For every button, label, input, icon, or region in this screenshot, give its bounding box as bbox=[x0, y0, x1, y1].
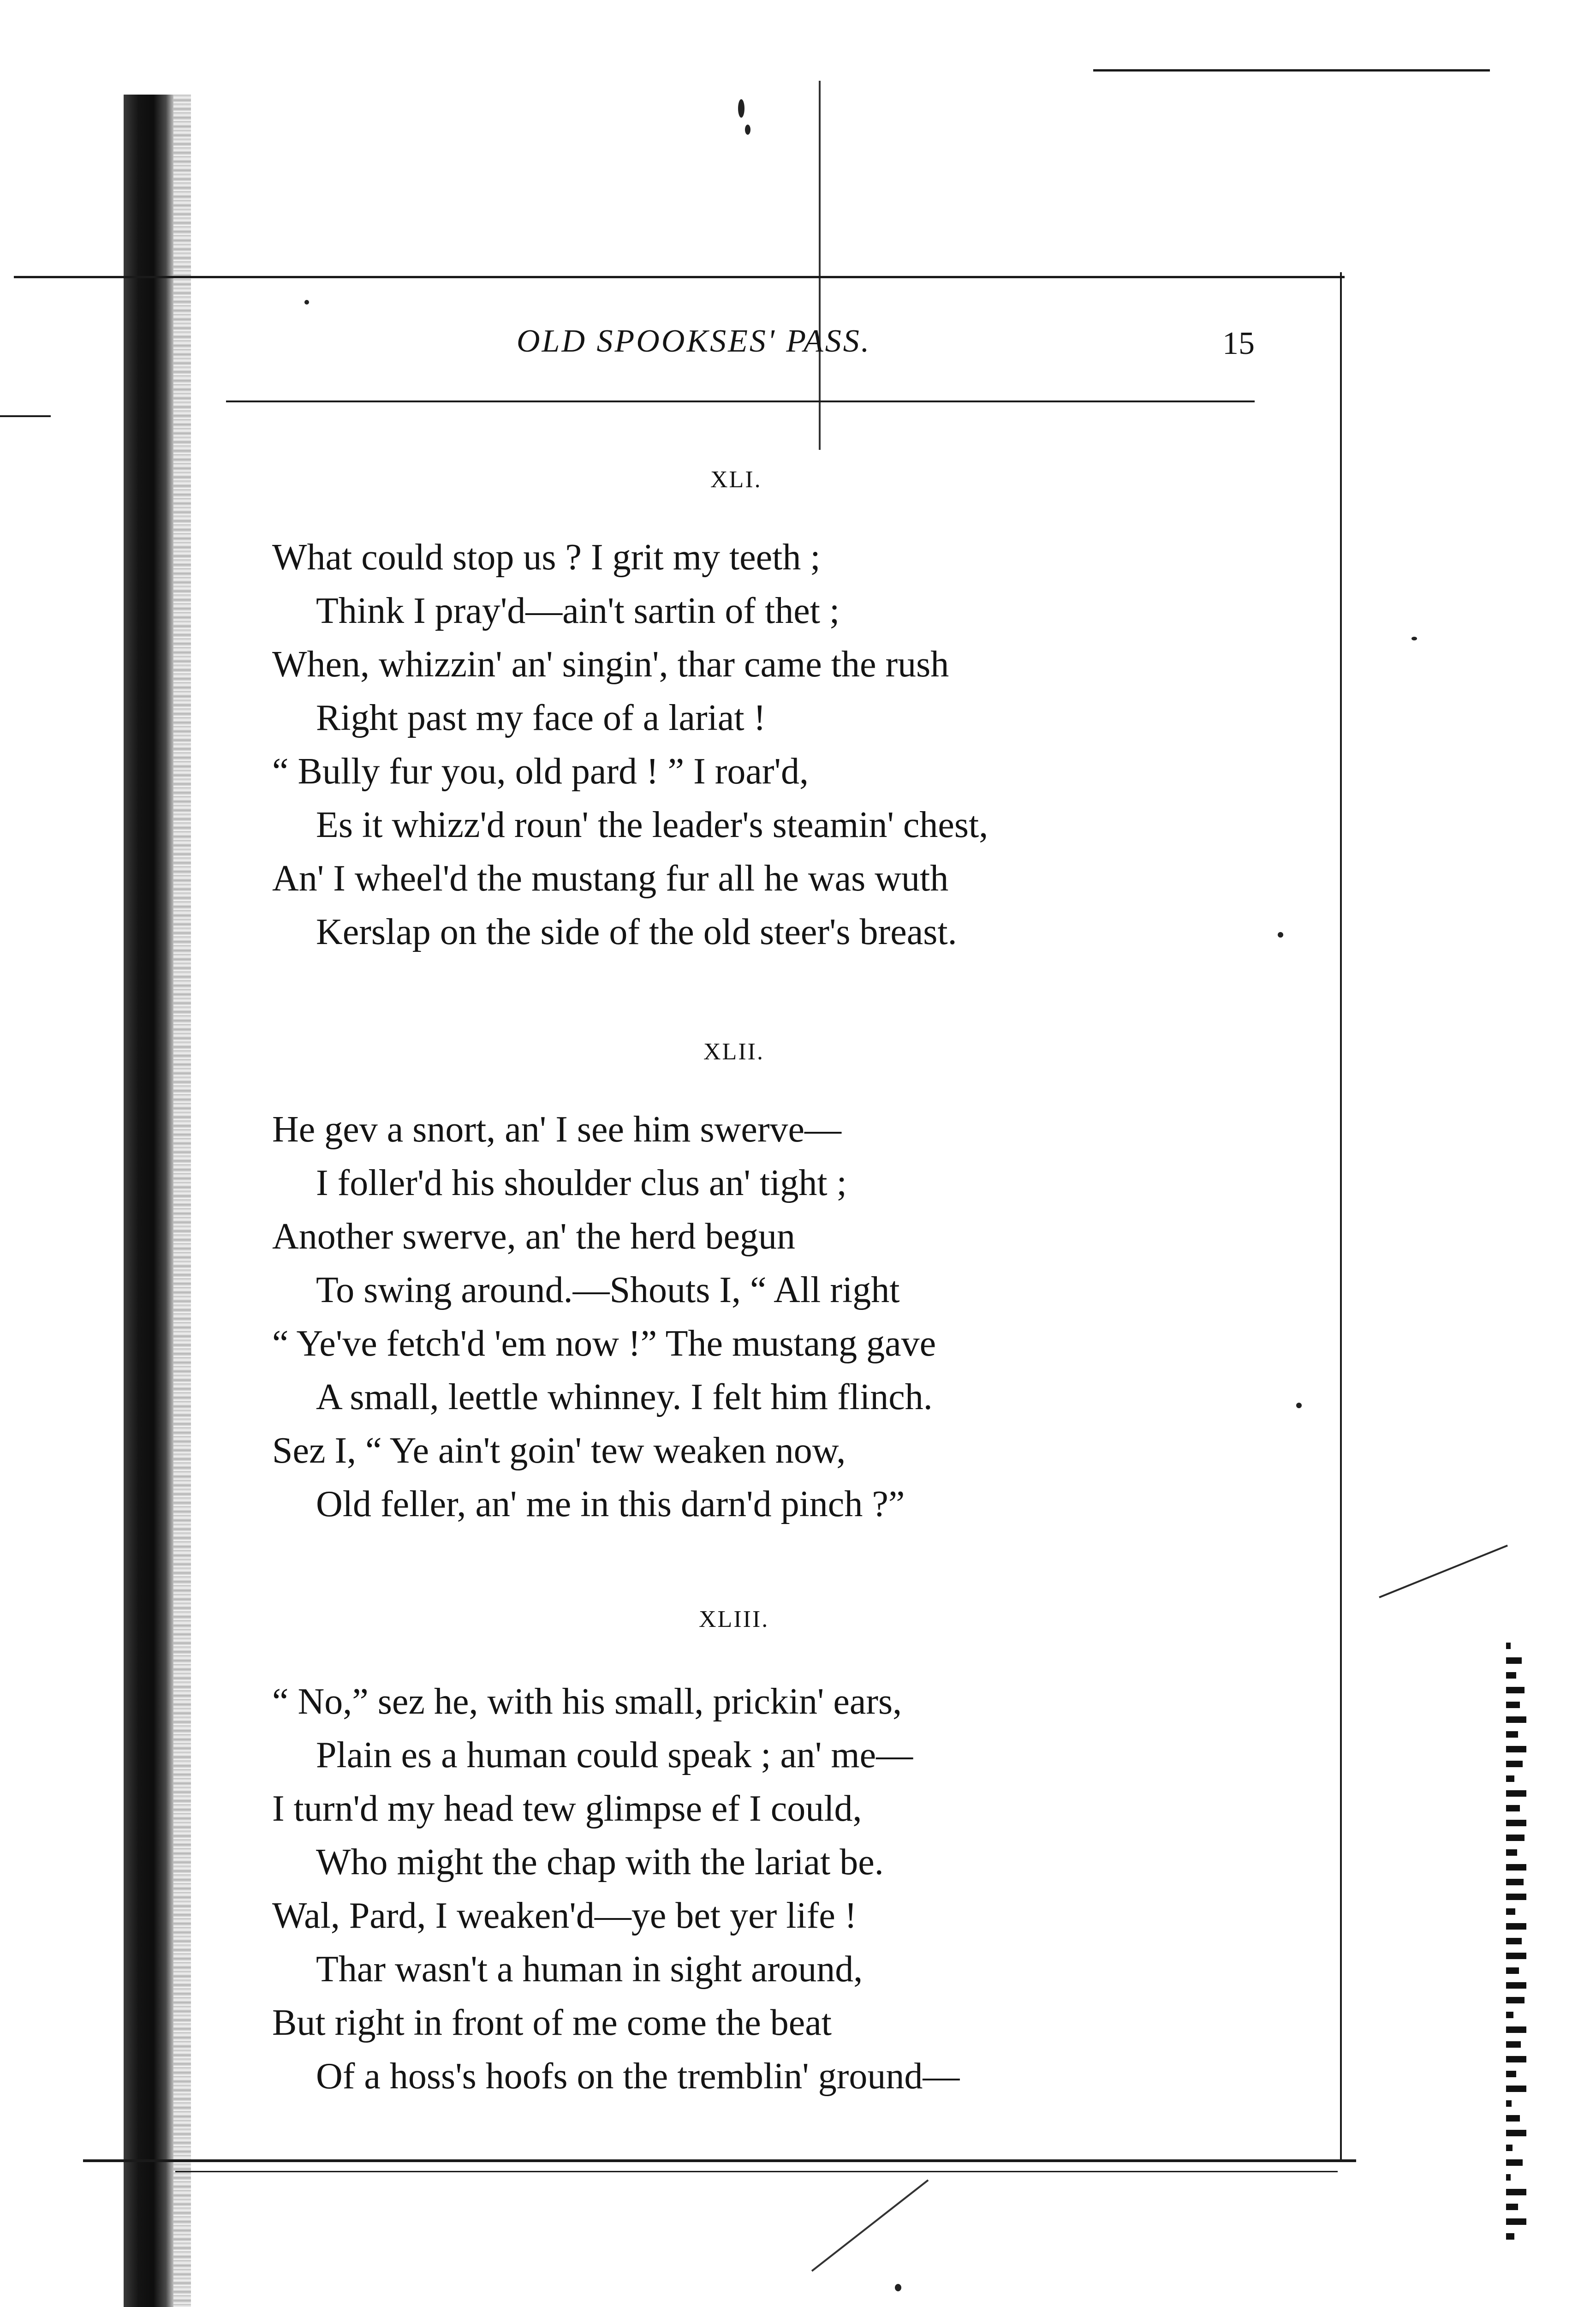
right-diagonal-mark bbox=[1379, 1545, 1508, 1598]
stanza bbox=[272, 1103, 1333, 1531]
verse-line: Of a hoss's hoofs on the tremblin' ground— bbox=[316, 2056, 960, 2097]
page-frame-top bbox=[14, 276, 1345, 278]
verse-line: Think I pray'd—ain't sartin of thet ; bbox=[316, 591, 840, 631]
verse-line: “ Ye've fetch'd 'em now !” The mustang gave bbox=[272, 1323, 936, 1364]
verse-line: Another swerve, an' the herd begun bbox=[272, 1216, 796, 1257]
verse-line: He gev a snort, an' I see him swerve— bbox=[272, 1109, 842, 1150]
verse-line: Old feller, an' me in this darn'd pinch ?” bbox=[316, 1484, 905, 1524]
verse-line: Who might the chap with the lariat be. bbox=[316, 1842, 884, 1883]
center-fold-line bbox=[819, 81, 821, 450]
page-frame-bottom-inner bbox=[175, 2171, 1338, 2172]
verse-line: An' I wheel'd the mustang fur all he was wuth bbox=[272, 858, 949, 899]
verse-line: To swing around.—Shouts I, “ All right bbox=[316, 1270, 900, 1310]
top-rule-artifact bbox=[1093, 69, 1490, 72]
verse-line: I turn'd my head tew glimpse ef I could, bbox=[272, 1788, 862, 1829]
stanza-number: XLII. bbox=[703, 1039, 764, 1065]
verse-line: Plain es a human could speak ; an' me— bbox=[316, 1735, 913, 1775]
verse-line: Right past my face of a lariat ! bbox=[316, 698, 766, 738]
verse-line: I foller'd his shoulder clus an' tight ; bbox=[316, 1163, 847, 1203]
ink-speck bbox=[738, 99, 744, 118]
edge-barcode-marks bbox=[1506, 1643, 1529, 2252]
verse-line: A small, leettle whinney. I felt him flinch. bbox=[316, 1377, 933, 1417]
stanza bbox=[272, 531, 1333, 959]
left-edge-rule bbox=[0, 415, 51, 417]
verse-line: Wal, Pard, I weaken'd—ye bet yer life ! bbox=[272, 1895, 857, 1936]
stanza-number: XLIII. bbox=[699, 1606, 769, 1632]
verse-line: Es it whizz'd roun' the leader's steamin' chest, bbox=[316, 805, 989, 845]
verse-line: Kerslap on the side of the old steer's breast. bbox=[316, 912, 957, 952]
stanza-number: XLI. bbox=[710, 466, 762, 493]
ink-speck bbox=[304, 300, 309, 305]
verse-line: But right in front of me come the beat bbox=[272, 2002, 832, 2043]
verse-line: What could stop us ? I grit my teeth ; bbox=[272, 537, 821, 578]
diagonal-scan-mark bbox=[811, 2179, 929, 2271]
ink-speck bbox=[745, 125, 750, 135]
verse-line: “ No,” sez he, with his small, prickin' ears, bbox=[272, 1681, 902, 1722]
page-number: 15 bbox=[1222, 326, 1255, 361]
verse-line: “ Bully fur you, old pard ! ” I roar'd, bbox=[272, 751, 809, 792]
binding-shadow bbox=[124, 95, 173, 2307]
stanza bbox=[272, 1675, 1333, 2103]
page-frame-bottom bbox=[83, 2159, 1356, 2162]
ink-speck bbox=[895, 2284, 901, 2291]
running-head: OLD SPOOKSES' PASS. bbox=[517, 323, 871, 359]
verse-line: Sez I, “ Ye ain't goin' tew weaken now, bbox=[272, 1430, 846, 1471]
verse-line: When, whizzin' an' singin', thar came the rush bbox=[272, 644, 949, 685]
page-frame-right bbox=[1340, 272, 1342, 2159]
verse-line: Thar wasn't a human in sight around, bbox=[316, 1949, 863, 1990]
header-rule bbox=[226, 400, 1255, 402]
ink-speck bbox=[1411, 637, 1417, 640]
